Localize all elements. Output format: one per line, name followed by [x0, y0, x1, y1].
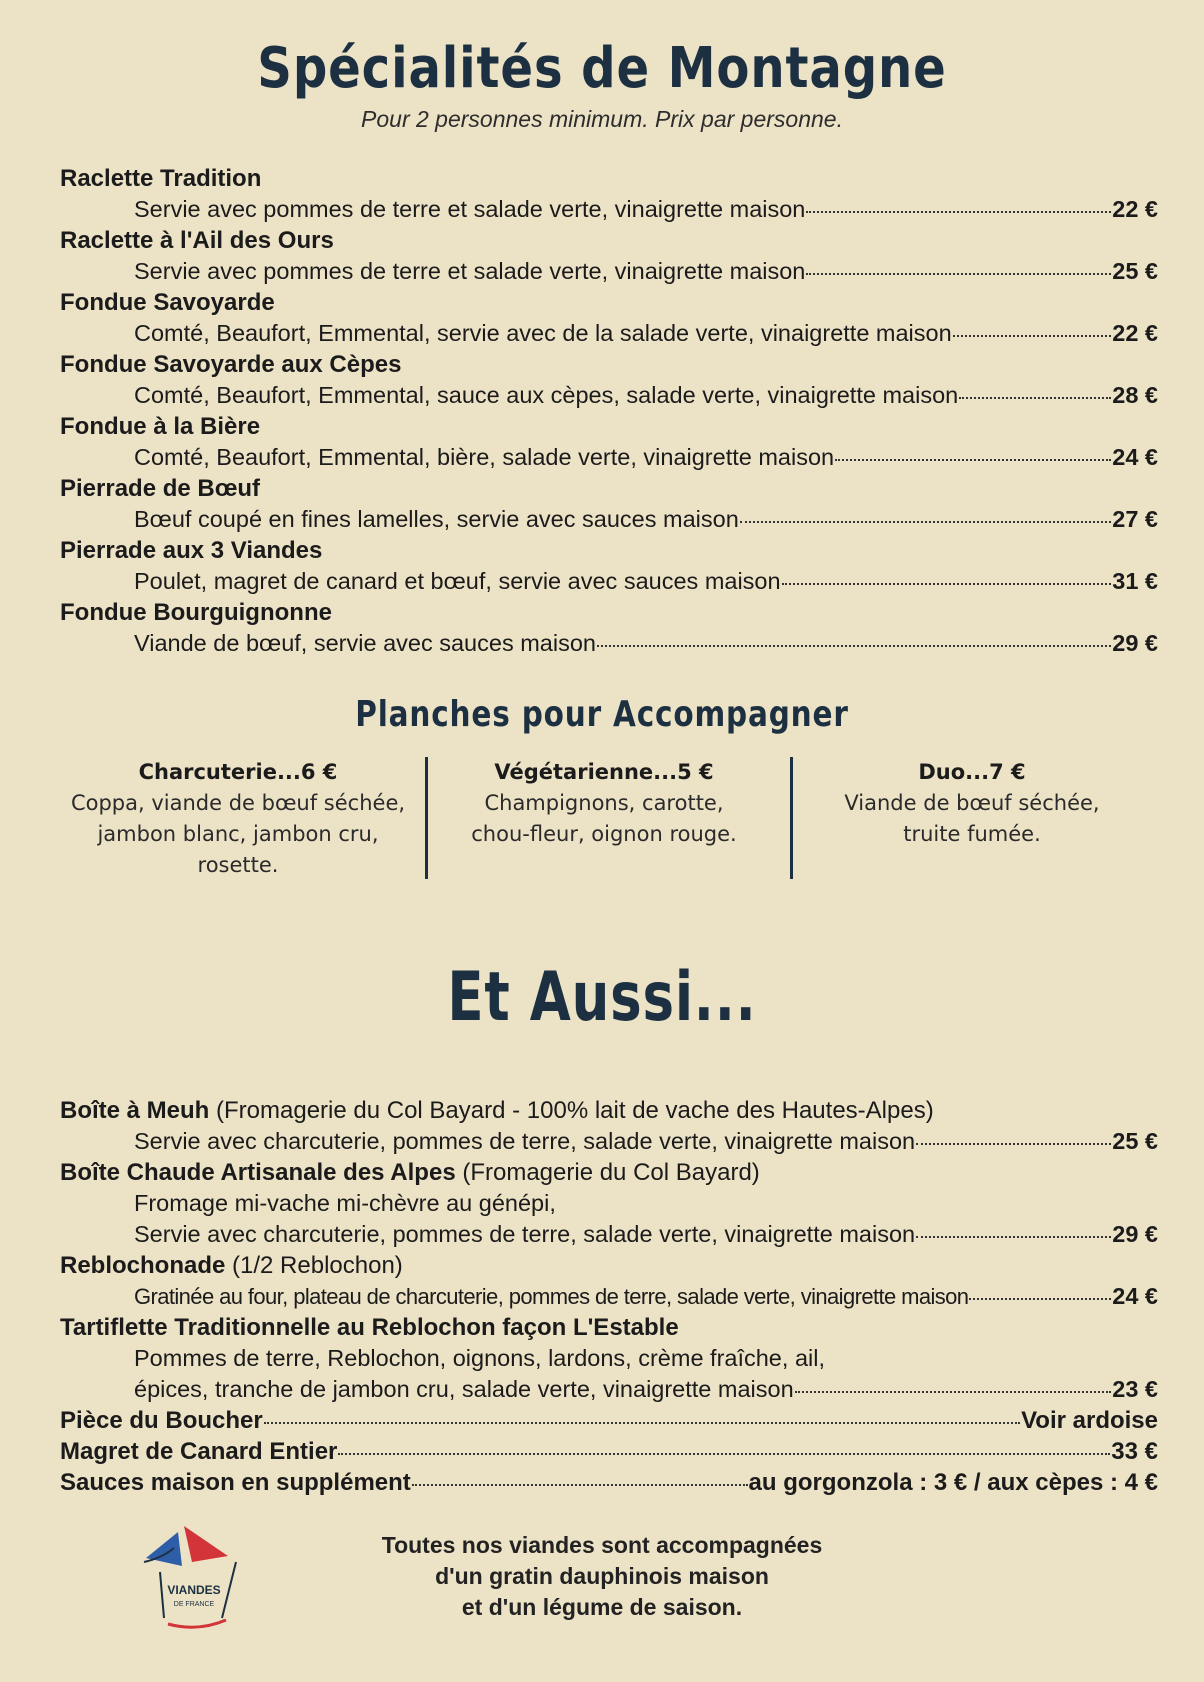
item-price: 22 €: [1112, 196, 1158, 222]
dot-leader: [916, 1143, 1111, 1145]
item-name: Pièce du Boucher: [60, 1407, 263, 1434]
item-name: Raclette Tradition: [60, 165, 262, 192]
item-desc: Bœuf coupé en fines lamelles, servie avec sauces maison: [134, 506, 739, 532]
logo-text-2: DE FRANCE: [173, 1601, 215, 1608]
et-aussi-list: [60, 1095, 1158, 1498]
board-vegetarienne: [426, 757, 782, 850]
viandes-de-france-logo: [138, 1522, 264, 1632]
item-name: Sauces maison en supplément: [60, 1469, 411, 1496]
item-desc: Servie avec pommes de terre et salade verte, vinaigrette maison: [134, 258, 806, 284]
item-name: Pierrade de Bœuf: [60, 475, 261, 502]
item-desc-row: [60, 318, 1158, 349]
footnote: [300, 1530, 904, 1623]
item-extra: (Fromagerie du Col Bayard - 100% lait de vache des Hautes-Alpes): [209, 1097, 934, 1124]
board-name: Végétarienne: [494, 760, 654, 784]
board-line: Viande de bœuf séchée,: [844, 791, 1100, 815]
item-name-text: Boîte à Meuh: [60, 1097, 210, 1124]
board-price: ...7 €: [965, 760, 1026, 784]
dot-leader: [795, 1391, 1112, 1393]
dot-leader: [969, 1298, 1111, 1300]
dot-leader: [264, 1422, 1020, 1424]
item-price: 22 €: [1112, 320, 1158, 346]
dot-leader: [338, 1453, 1110, 1455]
item-desc: Servie avec pommes de terre et salade verte, vinaigrette maison: [134, 196, 806, 222]
item-desc: Poulet, magret de canard et bœuf, servie avec sauces maison: [134, 568, 781, 594]
item-row-piece-boucher: [60, 1405, 1158, 1436]
board-duo: [794, 757, 1150, 850]
item-desc: Viande de bœuf, servie avec sauces maison: [134, 630, 596, 656]
item-desc-row: [60, 442, 1158, 473]
item-desc-row: [60, 1374, 1158, 1405]
item-price: 27 €: [1112, 506, 1158, 532]
dot-leader: [959, 397, 1111, 399]
item-desc: Gratinée au four, plateau de charcuterie, pommes de terre, salade verte, vinaigrette maison: [134, 1284, 969, 1309]
item-price: 23 €: [1112, 1376, 1158, 1402]
item-price: 31 €: [1112, 568, 1158, 594]
item-name: Magret de Canard Entier: [60, 1438, 338, 1465]
board-line: Champignons, carotte,: [484, 791, 724, 815]
item-name: Fondue Savoyarde aux Cèpes: [60, 351, 402, 378]
logo-text-1: VIANDES: [167, 1583, 221, 1597]
item-desc-row: [60, 380, 1158, 411]
board-name: Charcuterie: [138, 760, 277, 784]
board-price: ...5 €: [653, 760, 714, 784]
item-row-magret: [60, 1436, 1158, 1467]
item-price: 25 €: [1112, 258, 1158, 284]
dot-leader: [412, 1484, 748, 1486]
dot-leader: [953, 335, 1112, 337]
item-desc-row: [60, 1281, 1158, 1312]
footnote-line: et d'un légume de saison.: [461, 1594, 743, 1620]
board-line: truite fumée.: [903, 822, 1041, 846]
item-extra: (Fromagerie du Col Bayard): [455, 1159, 760, 1186]
divider: [790, 757, 793, 879]
item-desc: Servie avec charcuterie, pommes de terre, salade verte, vinaigrette maison: [134, 1128, 916, 1154]
section-title-et-aussi: Et Aussi...: [447, 958, 757, 1037]
item-name: Raclette à l'Ail des Ours: [60, 227, 334, 254]
dot-leader: [806, 273, 1111, 275]
dot-leader: [782, 583, 1112, 585]
section-title-planches: Planches pour Accompagner: [355, 694, 849, 735]
item-desc-line: Pommes de terre, Reblochon, oignons, lardons, crème fraîche, ail,: [134, 1345, 825, 1371]
boards-panel: [60, 757, 1158, 882]
item-desc-line: Fromage mi-vache mi-chèvre au génépi,: [134, 1190, 556, 1216]
item-name-reblochonade: [60, 1250, 1158, 1281]
item-desc-row: [60, 256, 1158, 287]
footnote-line: d'un gratin dauphinois maison: [435, 1563, 769, 1589]
board-line: Coppa, viande de bœuf séchée,: [70, 791, 406, 815]
dot-leader: [835, 459, 1111, 461]
item-desc-row: [60, 504, 1158, 535]
item-desc: épices, tranche de jambon cru, salade verte, vinaigrette maison: [134, 1376, 794, 1402]
item-name: Fondue Bourguignonne: [60, 599, 332, 626]
item-price: 28 €: [1112, 382, 1158, 408]
item-name: Fondue Savoyarde: [60, 289, 275, 316]
dot-leader: [740, 521, 1111, 523]
section-subtitle: Pour 2 personnes minimum. Prix par personne.: [361, 106, 843, 132]
board-name: Duo: [918, 760, 966, 784]
item-name-tartiflette: Tartiflette Traditionnelle au Reblochon façon L'Estable: [60, 1314, 679, 1341]
item-name-boite-chaude: [60, 1157, 1158, 1188]
footnote-line: Toutes nos viandes sont accompagnées: [381, 1532, 823, 1558]
dot-leader: [597, 645, 1111, 647]
item-name: Pierrade aux 3 Viandes: [60, 537, 323, 564]
dot-leader: [806, 211, 1111, 213]
item-price: 24 €: [1112, 444, 1158, 470]
item-desc-row: [60, 566, 1158, 597]
item-desc-row: [60, 628, 1158, 659]
section-title-specialites: Spécialités de Montagne: [257, 36, 947, 101]
item-desc-row: [60, 1219, 1158, 1250]
item-price: 33 €: [1111, 1438, 1158, 1465]
item-name-text: Boîte Chaude Artisanale des Alpes: [60, 1159, 456, 1186]
item-price: 25 €: [1112, 1128, 1158, 1154]
board-line: chou-fleur, oignon rouge.: [471, 822, 737, 846]
item-name: Fondue à la Bière: [60, 413, 261, 440]
item-desc: Comté, Beaufort, Emmental, bière, salade verte, vinaigrette maison: [134, 444, 835, 470]
item-price: 29 €: [1112, 630, 1158, 656]
item-desc-row: [60, 194, 1158, 225]
board-line: rosette.: [197, 853, 279, 877]
item-desc: Comté, Beaufort, Emmental, servie avec de la salade verte, vinaigrette maison: [134, 320, 952, 346]
item-price: au gorgonzola : 3 € / aux cèpes : 4 €: [748, 1469, 1158, 1496]
item-desc-row: [60, 1126, 1158, 1157]
board-price: ...6 €: [276, 760, 338, 784]
board-charcuterie: [60, 757, 416, 881]
item-row-sauces: [60, 1467, 1158, 1498]
item-price: Voir ardoise: [1021, 1407, 1158, 1434]
item-desc: Comté, Beaufort, Emmental, sauce aux cèpes, salade verte, vinaigrette maison: [134, 382, 959, 408]
item-price: 29 €: [1112, 1221, 1158, 1247]
dot-leader: [916, 1236, 1111, 1238]
item-name-text: Reblochonade: [60, 1252, 226, 1279]
item-extra: (1/2 Reblochon): [225, 1252, 403, 1279]
item-name-boite-meuh: [60, 1095, 1158, 1126]
specialites-list: [60, 163, 1158, 659]
board-line: jambon blanc, jambon cru,: [97, 822, 379, 846]
item-desc: Servie avec charcuterie, pommes de terre, salade verte, vinaigrette maison: [134, 1221, 916, 1247]
item-price: 24 €: [1112, 1283, 1158, 1309]
